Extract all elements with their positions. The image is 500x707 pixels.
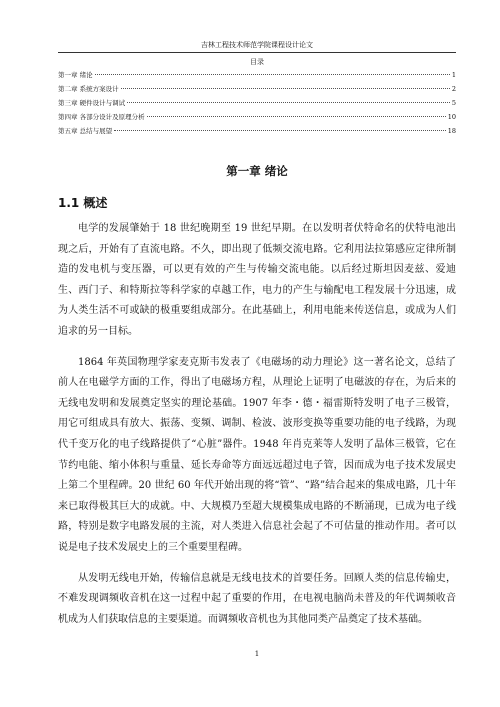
toc-entry-page: 2 [451, 85, 456, 93]
toc-dot-leader [127, 102, 450, 103]
toc-entry-chapter-2[interactable] [58, 85, 456, 99]
paragraph: 电学的发展肇始于 18 世纪晚期至 19 世纪早期。在以发明者伏特命名的伏特电池出现之后，开始有了直流电路。不久，即出现了低频交流电路。它利用法拉第感应定律所制造的发电机与变压器，可以更有效的产生与传输交流电能。以后经过斯坦因麦兹、爱迪生、西门子、和特斯拉等科学家的卓越工作，电力的产生与输配电工程发展十分迅速，成为人类生活不可或缺的极重要组成部分。在此基础上，利用电能来传送信息，或成为人们追求的另一目标。 [58, 223, 456, 337]
toc-title: 目录 [250, 58, 264, 66]
toc-entry-label: 第二章 系统方案设计 [58, 85, 119, 93]
chapter-title: 第一章 绪论 [226, 164, 288, 178]
toc-entry-label: 第五章 总结与展望 [58, 127, 113, 135]
header-divider [58, 52, 456, 53]
paragraph: 从发明无线电开始，传输信息就是无线电技术的首要任务。回顾人类的信息传输史，不难发现调频收音机在这一过程中起了重要的作用，在电视电脑尚未普及的年代调频收音机成为人们获取信息的主要渠道。而调频收音机也为其他同类产品奠定了技术基础。 [58, 572, 456, 625]
toc-entry-page: 10 [447, 113, 456, 121]
toc-entry-chapter-3[interactable] [58, 99, 456, 113]
toc-dot-leader [121, 88, 450, 89]
paragraph: 1864 年英国物理学家麦克斯韦发表了《电磁场的动力理论》这一著名论文，总结了前人在电磁学方面的工作，得出了电磁场方程，从理论上证明了电磁波的存在，为后来的无线电发明和发展奠定坚实的理论基础。1907 年李・德・福雷斯特发明了电子三极管，用它可组成具有放大、振荡、变频、调制、检波、波形变换等重要功能的电子线路，为现代千变万化的电子线路提供了“心脏”器件。1948 年肖克莱等人发明了晶体三极管，它在节约电能、缩小体积与重量、延长寿命等方面远远超过电子管，因而成为电子技术发展史上第二个里程碑。20 世纪 60 年代开始出现的将“管”、“路”结合起来的集成电路，几十年来已取得极其巨大的成就。中、大规模乃至超大规模集成电路的不断涌现，已成为电子线路，特别是数字电路发展的主流，对人类进入信息社会起了不可估量的推动作用。者可以说是电子技术发展史上的三个重要里程碑。 [58, 356, 456, 553]
section-heading: 1.1 概述 [58, 196, 108, 210]
toc-entry-page: 1 [451, 71, 456, 79]
toc-entry-chapter-5[interactable] [58, 127, 456, 141]
toc-entry-label: 第三章 硬件设计与调试 [58, 99, 126, 107]
toc-entry-label: 第一章 绪论 [58, 71, 93, 79]
page-number: 1 [254, 650, 260, 658]
toc-entry-page: 18 [447, 127, 456, 135]
body-text [58, 219, 456, 640]
running-header: 吉林工程技术师范学院课程设计论文 [201, 41, 313, 49]
toc-dot-leader [95, 74, 450, 75]
toc-entry-page: 5 [451, 99, 456, 107]
toc-entry-chapter-4[interactable] [58, 113, 456, 127]
toc-dot-leader [114, 130, 446, 131]
table-of-contents [58, 71, 456, 141]
toc-entry-label: 第四章 各部分设计及原理分析 [58, 113, 145, 121]
toc-entry-chapter-1[interactable] [58, 71, 456, 85]
toc-dot-leader [147, 116, 446, 117]
